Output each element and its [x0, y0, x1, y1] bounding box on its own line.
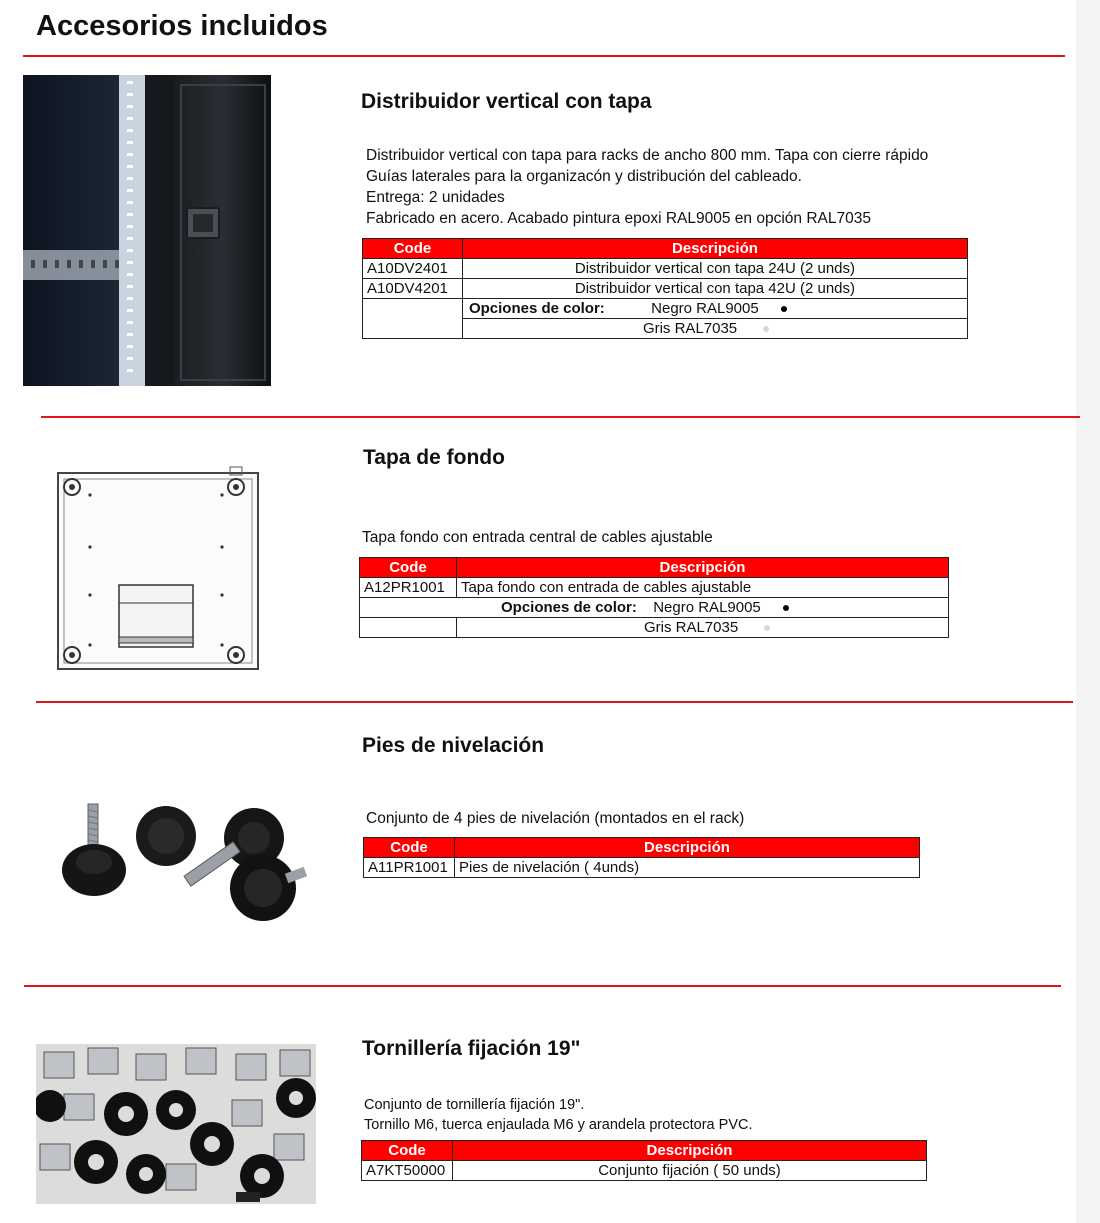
grey-swatch-dot	[763, 326, 769, 332]
color-options-row	[363, 299, 968, 319]
page-title: Accesorios incluidos	[36, 10, 328, 42]
black-swatch-dot	[783, 605, 789, 611]
product-description: Conjunto fijación ( 50 unds)	[452, 1161, 926, 1181]
product-code: A12PR1001	[360, 578, 457, 598]
product-code: A7KT50000	[362, 1161, 453, 1181]
description-line: Tapa fondo con entrada central de cables ajustable	[362, 529, 713, 546]
color-option-black: Negro RAL9005	[651, 300, 759, 317]
table-header-row	[363, 239, 968, 259]
product-code: A10DV2401	[363, 259, 463, 279]
product-code: A11PR1001	[364, 858, 455, 878]
product-table	[363, 837, 920, 878]
product-table	[362, 238, 968, 339]
color-options-label: Opciones de color:	[468, 300, 605, 317]
color-options-label: Opciones de color:	[501, 599, 637, 616]
section-description	[362, 527, 713, 548]
empty-cell	[360, 618, 457, 638]
description-line: Guías laterales para la organizacón y distribución del cableado.	[366, 168, 802, 185]
black-swatch-dot	[781, 306, 787, 312]
table-row	[362, 1161, 927, 1181]
section-description	[366, 808, 744, 829]
page-margin-shade	[1076, 0, 1100, 1223]
section-divider	[36, 701, 1073, 703]
mounting-hardware-photo	[36, 1044, 316, 1204]
description-line: Tornillo M6, tuerca enjaulada M6 y arandela protectora PVC.	[364, 1117, 753, 1133]
section-title: Tapa de fondo	[363, 446, 505, 469]
header-code: Code	[364, 838, 455, 858]
table-row	[364, 858, 920, 878]
color-option-grey-cell	[456, 618, 948, 638]
section-title: Distribuidor vertical con tapa	[361, 90, 652, 113]
section-description	[364, 1095, 752, 1135]
description-line: Fabricado en acero. Acabado pintura epoxi RAL9005 en opción RAL7035	[366, 210, 871, 227]
color-option-grey: Gris RAL7035	[643, 619, 739, 636]
vertical-distributor-photo	[23, 75, 271, 386]
title-divider	[23, 55, 1065, 57]
section-title: Tornillería fijación 19"	[362, 1037, 581, 1060]
color-option-black-cell	[360, 598, 949, 618]
header-code: Code	[360, 558, 457, 578]
header-code: Code	[363, 239, 463, 259]
color-options-row	[360, 598, 949, 618]
product-description: Pies de nivelación ( 4unds)	[454, 858, 919, 878]
product-table	[361, 1140, 927, 1181]
section-divider	[24, 985, 1061, 987]
header-description: Descripción	[462, 239, 967, 259]
product-description: Distribuidor vertical con tapa 42U (2 unds)	[462, 279, 967, 299]
section-title: Pies de nivelación	[362, 734, 545, 757]
product-code: A10DV4201	[363, 279, 463, 299]
table-row	[360, 578, 949, 598]
color-option-grey: Gris RAL7035	[642, 320, 738, 337]
header-description: Descripción	[456, 558, 948, 578]
back-cover-drawing	[50, 465, 268, 678]
leveling-feet-photo	[58, 800, 310, 925]
color-option-grey-cell	[462, 319, 967, 339]
table-header-row	[364, 838, 920, 858]
table-row	[363, 279, 968, 299]
color-option-black-cell	[462, 299, 967, 319]
header-code: Code	[362, 1141, 453, 1161]
color-option-black: Negro RAL9005	[653, 599, 761, 616]
header-description: Descripción	[454, 838, 919, 858]
table-header-row	[360, 558, 949, 578]
grey-swatch-dot	[764, 625, 770, 631]
product-description: Distribuidor vertical con tapa 24U (2 unds)	[462, 259, 967, 279]
description-line: Distribuidor vertical con tapa para racks de ancho 800 mm. Tapa con cierre rápido	[366, 147, 929, 164]
description-line: Conjunto de tornillería fijación 19".	[364, 1097, 585, 1113]
product-table	[359, 557, 949, 638]
header-description: Descripción	[452, 1141, 926, 1161]
section-divider	[41, 416, 1080, 418]
table-row	[363, 259, 968, 279]
product-description: Tapa fondo con entrada de cables ajustable	[456, 578, 948, 598]
table-header-row	[362, 1141, 927, 1161]
description-line: Conjunto de 4 pies de nivelación (montados en el rack)	[366, 810, 745, 827]
section-description	[366, 145, 928, 229]
color-options-row	[360, 618, 949, 638]
description-line: Entrega: 2 unidades	[366, 189, 505, 206]
empty-cell	[363, 299, 463, 339]
